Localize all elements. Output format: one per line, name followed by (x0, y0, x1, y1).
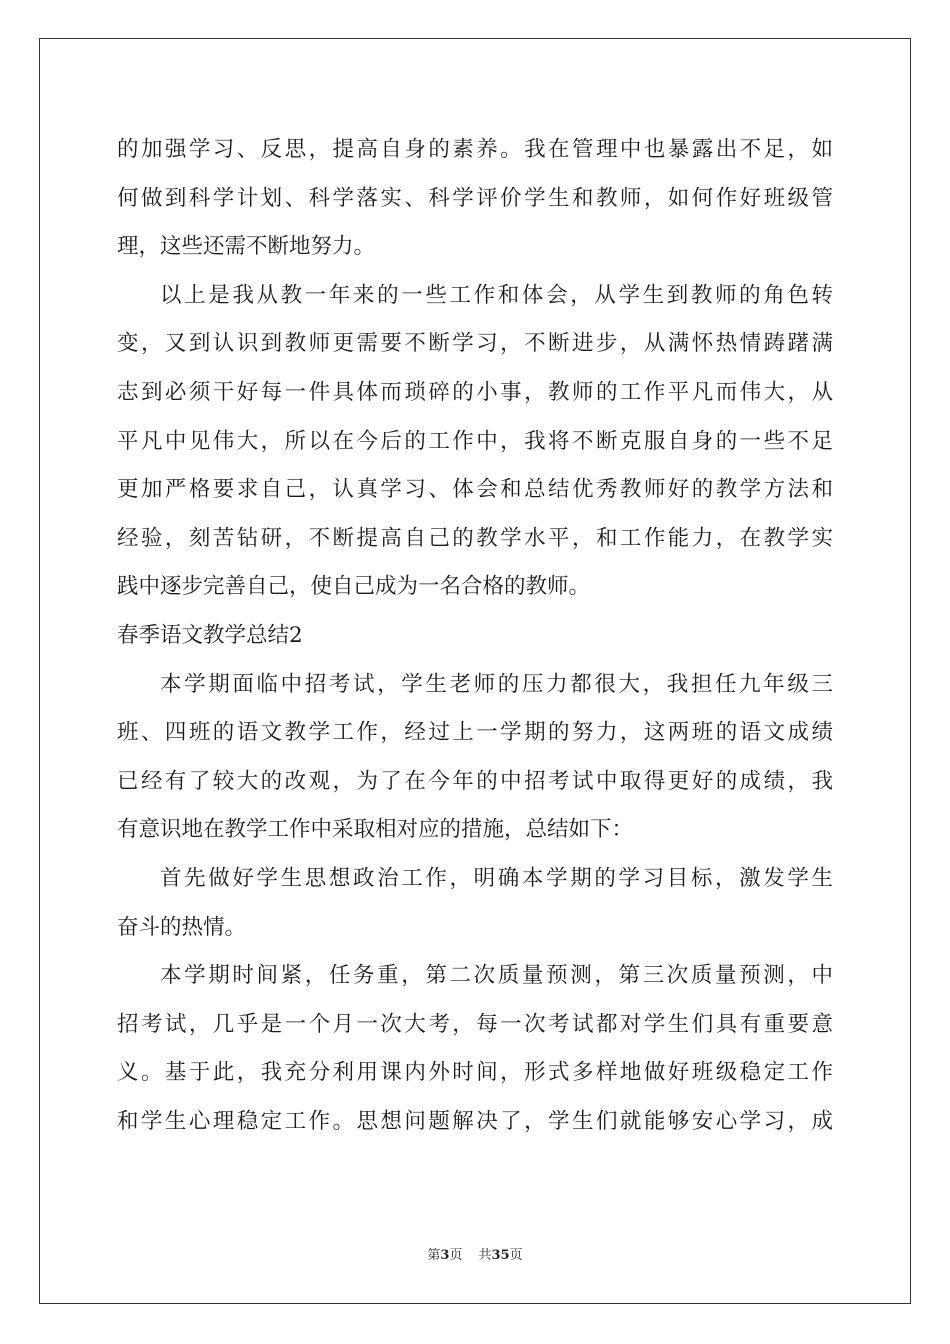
text-line: 何做到科学计划、科学落实、科学评价学生和教师，如何作好班级管 (117, 185, 833, 211)
total-suffix: 页 (509, 1248, 523, 1263)
section-heading: 春季语文教学总结2 (117, 622, 303, 648)
text-line: 首先做好学生思想政治工作，明确本学期的学习目标，激发学生 (160, 865, 833, 891)
page-prefix: 第 (427, 1248, 441, 1263)
text-line: 理，这些还需不断地努力。 (117, 234, 376, 260)
text-line: 以上是我从教一年来的一些工作和体会，从学生到教师的角色转 (160, 282, 833, 308)
text-line: 本学期时间紧，任务重，第二次质量预测，第三次质量预测，中 (160, 963, 833, 989)
text-line: 志到必须干好每一件具体而琐碎的小事，教师的工作平凡而伟大，从 (117, 379, 833, 405)
text-line: 奋斗的热情。 (117, 914, 247, 940)
total-prefix: 共 (478, 1248, 492, 1263)
text-line: 已经有了较大的改观，为了在今年的中招考试中取得更好的成绩，我 (117, 768, 833, 794)
text-line: 本学期面临中招考试，学生老师的压力都很大，我担任九年级三 (160, 671, 833, 697)
text-line: 班、四班的语文教学工作，经过上一学期的努力，这两班的语文成绩 (117, 720, 833, 746)
document-body (117, 126, 833, 1146)
text-line: 和学生心理稳定工作。思想问题解决了，学生们就能够安心学习，成 (117, 1108, 833, 1134)
text-line: 有意识地在教学工作中采取相对应的措施，总结如下： (117, 817, 634, 843)
text-line: 义。基于此，我充分利用课内外时间，形式多样地做好班级稳定工作 (117, 1060, 833, 1086)
text-line: 践中逐步完善自己，使自己成为一名合格的教师。 (117, 574, 591, 600)
text-line: 的加强学习、反思，提高自身的素养。我在管理中也暴露出不足，如 (117, 137, 833, 162)
page-footer (0, 1244, 950, 1263)
text-line: 招考试，几乎是一个月一次大考，每一次考试都对学生们具有重要意 (117, 1011, 833, 1037)
total-pages: 35 (491, 1248, 510, 1263)
page-number: 3 (440, 1248, 450, 1263)
text-line: 更加严格要求自己，认真学习、体会和总结优秀教师好的教学方法和 (117, 477, 833, 503)
text-line: 经验，刻苦钻研，不断提高自己的教学水平，和工作能力，在教学实 (117, 525, 833, 551)
page-suffix: 页 (449, 1248, 463, 1263)
text-line: 平凡中见伟大，所以在今后的工作中，我将不断克服自身的一些不足 (117, 428, 833, 454)
text-line: 变，又到认识到教师更需要不断学习，不断进步，从满怀热情踌躇满 (117, 331, 833, 357)
